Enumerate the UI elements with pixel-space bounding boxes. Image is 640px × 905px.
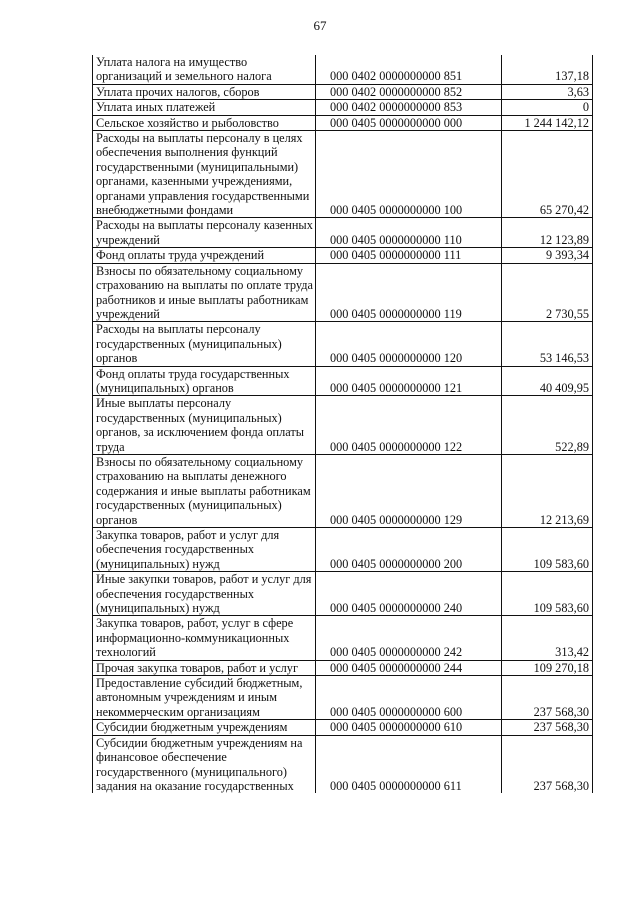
table-row <box>93 55 593 84</box>
row-code: 000 0402 0000000000 852 <box>316 84 502 99</box>
row-code: 000 0405 0000000000 120 <box>316 322 502 366</box>
row-sum: 12 123,89 <box>502 218 593 248</box>
row-sum: 3,63 <box>502 84 593 99</box>
table-row <box>93 572 593 616</box>
row-code: 000 0402 0000000000 853 <box>316 100 502 115</box>
row-sum: 12 213,69 <box>502 454 593 527</box>
row-name: Фонд оплаты труда государственных (муниципальных) органов <box>93 366 316 396</box>
row-sum: 522,89 <box>502 396 593 455</box>
table-row <box>93 396 593 455</box>
row-sum: 9 393,34 <box>502 248 593 263</box>
table-row <box>93 263 593 322</box>
row-sum: 40 409,95 <box>502 366 593 396</box>
table-row <box>93 131 593 218</box>
row-name: Закупка товаров, работ и услуг для обеспечения государственных (муниципальных) нужд <box>93 528 316 572</box>
row-code: 000 0405 0000000000 000 <box>316 115 502 130</box>
row-code: 000 0405 0000000000 122 <box>316 396 502 455</box>
table-row <box>93 720 593 735</box>
row-sum: 0 <box>502 100 593 115</box>
table-row <box>93 218 593 248</box>
table-row <box>93 735 593 793</box>
row-code: 000 0405 0000000000 100 <box>316 131 502 218</box>
row-name: Предоставление субсидий бюджетным, автономным учреждениям и иным некоммерческим организациям <box>93 676 316 720</box>
row-code: 000 0405 0000000000 242 <box>316 616 502 660</box>
row-sum: 109 583,60 <box>502 528 593 572</box>
row-name: Фонд оплаты труда учреждений <box>93 248 316 263</box>
table-row <box>93 248 593 263</box>
table-row <box>93 322 593 366</box>
row-sum: 53 146,53 <box>502 322 593 366</box>
row-code: 000 0405 0000000000 600 <box>316 676 502 720</box>
row-code: 000 0405 0000000000 111 <box>316 248 502 263</box>
table-row <box>93 84 593 99</box>
row-code: 000 0405 0000000000 200 <box>316 528 502 572</box>
row-code: 000 0405 0000000000 244 <box>316 660 502 675</box>
budget-table <box>92 55 593 793</box>
row-code: 000 0405 0000000000 611 <box>316 735 502 793</box>
row-code: 000 0405 0000000000 121 <box>316 366 502 396</box>
row-name: Иные выплаты персоналу государственных (муниципальных) органов, за исключением фонда оплаты труда <box>93 396 316 455</box>
row-sum: 313,42 <box>502 616 593 660</box>
table-row <box>93 660 593 675</box>
row-name: Расходы на выплаты персоналу казенных учреждений <box>93 218 316 248</box>
row-sum: 137,18 <box>502 55 593 84</box>
row-sum: 109 270,18 <box>502 660 593 675</box>
row-code: 000 0405 0000000000 110 <box>316 218 502 248</box>
row-name: Прочая закупка товаров, работ и услуг <box>93 660 316 675</box>
table-row <box>93 366 593 396</box>
row-name: Уплата налога на имущество организаций и земельного налога <box>93 55 316 84</box>
row-name: Уплата прочих налогов, сборов <box>93 84 316 99</box>
row-code: 000 0402 0000000000 851 <box>316 55 502 84</box>
page-number: 67 <box>313 18 327 33</box>
row-name: Закупка товаров, работ, услуг в сфере информационно-коммуникационных технологий <box>93 616 316 660</box>
row-name: Субсидии бюджетным учреждениям <box>93 720 316 735</box>
row-sum: 237 568,30 <box>502 676 593 720</box>
row-name: Субсидии бюджетным учреждениям на финансовое обеспечение государственного (муниципального) задания на оказание государственных <box>93 735 316 793</box>
row-sum: 237 568,30 <box>502 735 593 793</box>
row-code: 000 0405 0000000000 610 <box>316 720 502 735</box>
row-name: Иные закупки товаров, работ и услуг для обеспечения государственных (муниципальных) нужд <box>93 572 316 616</box>
row-name: Расходы на выплаты персоналу в целях обеспечения выполнения функций государственными (муниципальными) органами, казенными учреждениями, органами управления государственными внебюджетными фондами <box>93 131 316 218</box>
table-row <box>93 528 593 572</box>
row-code: 000 0405 0000000000 119 <box>316 263 502 322</box>
row-sum: 65 270,42 <box>502 131 593 218</box>
table-row <box>93 454 593 527</box>
row-sum: 1 244 142,12 <box>502 115 593 130</box>
row-sum: 2 730,55 <box>502 263 593 322</box>
table-row <box>93 100 593 115</box>
row-name: Взносы по обязательному социальному страхованию на выплаты по оплате труда работников и иные выплаты работникам учреждений <box>93 263 316 322</box>
row-name: Расходы на выплаты персоналу государственных (муниципальных) органов <box>93 322 316 366</box>
table-row <box>93 115 593 130</box>
table-row <box>93 676 593 720</box>
table-row <box>93 616 593 660</box>
row-name: Сельское хозяйство и рыболовство <box>93 115 316 130</box>
row-name: Уплата иных платежей <box>93 100 316 115</box>
row-sum: 109 583,60 <box>502 572 593 616</box>
row-code: 000 0405 0000000000 129 <box>316 454 502 527</box>
row-name: Взносы по обязательному социальному страхованию на выплаты денежного содержания и иные выплаты работникам государственных (муниципальных) органов <box>93 454 316 527</box>
row-code: 000 0405 0000000000 240 <box>316 572 502 616</box>
row-sum: 237 568,30 <box>502 720 593 735</box>
